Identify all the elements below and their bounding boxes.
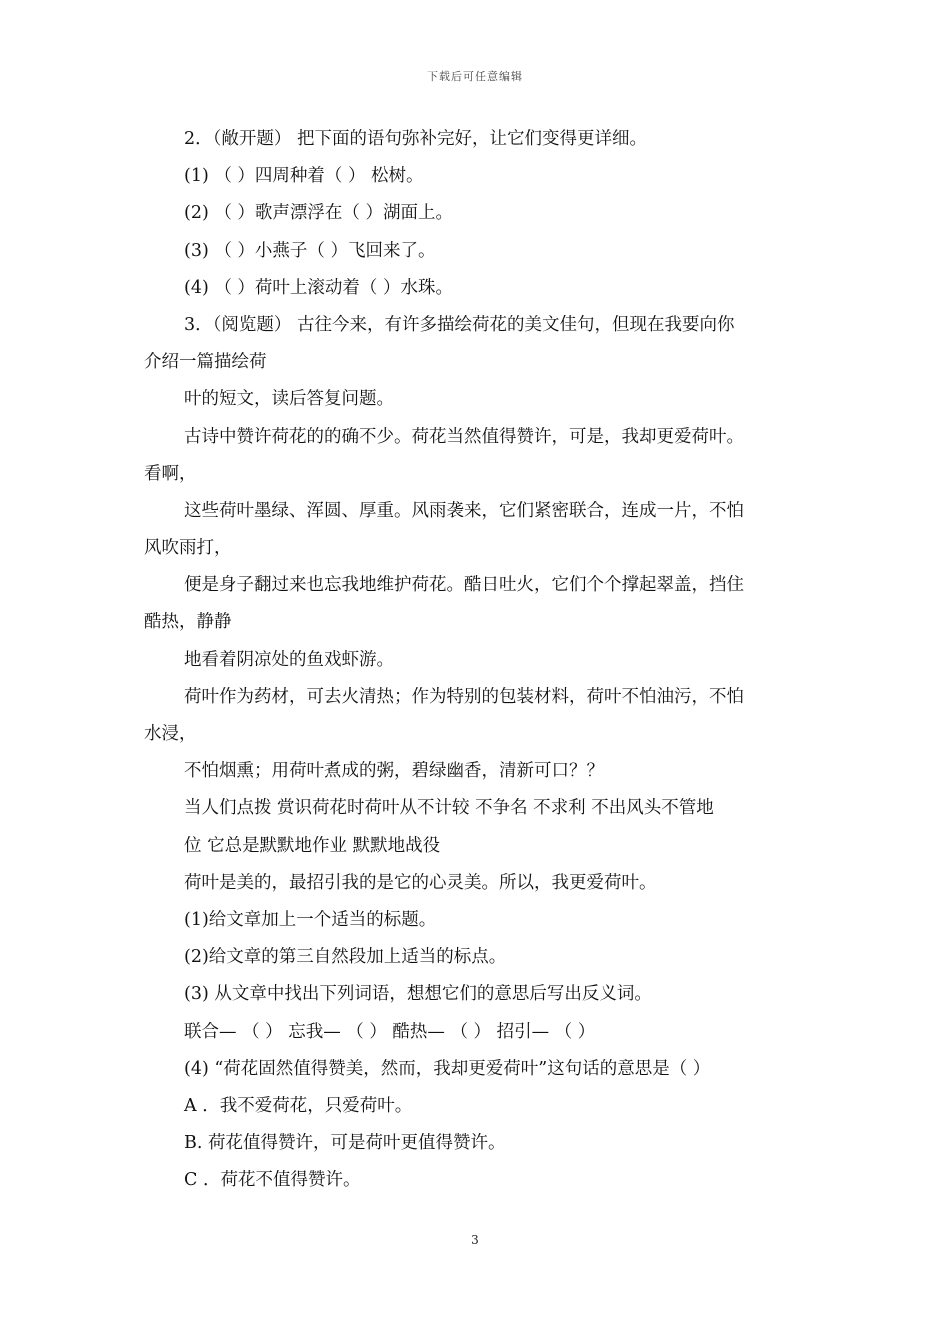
text-line: 叶的短文，读后答复问题。 bbox=[184, 389, 394, 410]
text-line: 这些荷叶墨绿、浑圆、厚重。风雨袭来，它们紧密联合，连成一片，不怕 bbox=[184, 500, 744, 521]
text-line: 古诗中赞许荷花的的确不少。荷花当然值得赞许，可是，我却更爱荷叶。 bbox=[184, 426, 744, 447]
text-line: (3) 从文章中找出下列词语，想想它们的意思后写出反义词。 bbox=[184, 984, 652, 1005]
text-line: 风吹雨打， bbox=[144, 538, 232, 559]
text-line: 位 它总是默默地作业 默默地战役 bbox=[184, 835, 441, 856]
text-line: 2．（敞开题） 把下面的语句弥补完好，让它们变得更详细。 bbox=[184, 129, 647, 149]
text-line: B. 荷花值得赞许，可是荷叶更值得赞许。 bbox=[184, 1133, 506, 1154]
text-line: (2) （ ）歌声漂浮在（ ）湖面上。 bbox=[184, 203, 453, 224]
text-line: 水浸， bbox=[144, 724, 197, 744]
text-line: 介绍一篇描绘荷 bbox=[144, 352, 267, 373]
text-line: 荷叶是美的，最招引我的是它的心灵美。所以，我更爱荷叶。 bbox=[184, 872, 657, 893]
text-line: 3．（阅览题） 古往今来，有许多描绘荷花的美文佳句，但现在我要向你 bbox=[184, 314, 735, 335]
text-line: 便是身子翻过来也忘我地维护荷花。酷日吐火，它们个个撑起翠盖，挡住 bbox=[184, 575, 744, 596]
text-line: (3) （ ）小燕子（ ）飞回来了。 bbox=[184, 240, 436, 261]
text-line: (4) （ ）荷叶上滚动着（ ）水珠。 bbox=[184, 277, 453, 298]
text-line: 联合— （ ） 忘我— （ ） 酷热— （ ） 招引— （ ） bbox=[184, 1021, 596, 1042]
text-line: 不怕烟熏；用荷叶煮成的粥，碧绿幽香，清新可口？？ bbox=[184, 761, 604, 782]
document-body bbox=[144, 121, 816, 1199]
text-line: 看啊， bbox=[144, 463, 197, 484]
text-line: A ．我不爱荷花，只爱荷叶。 bbox=[184, 1095, 413, 1116]
text-line: 当人们点拨 赏识荷花时荷叶从不计较 不争名 不求利 不出风头不管地 bbox=[184, 798, 714, 819]
text-line: (4) “荷花固然值得赞美，然而，我却更爱荷叶”这句话的意思是（ ） bbox=[184, 1058, 711, 1079]
text-line: (1) （ ）四周种着（ ） 松树。 bbox=[184, 166, 424, 187]
page-header: 下载后可任意编辑 bbox=[427, 70, 523, 83]
text-line: C ．荷花不值得赞许。 bbox=[184, 1170, 361, 1191]
text-line: (2)给文章的第三自然段加上适当的标点。 bbox=[184, 947, 507, 968]
text-line: 酷热，静静 bbox=[144, 612, 232, 633]
text-line: 地看着阴凉处的鱼戏虾游。 bbox=[184, 649, 394, 670]
text-line: (1)给文章加上一个适当的标题。 bbox=[184, 909, 437, 930]
page-number: 3 bbox=[471, 1233, 479, 1247]
text-line: 荷叶作为药材，可去火清热；作为特别的包装材料，荷叶不怕油污，不怕 bbox=[184, 686, 744, 707]
